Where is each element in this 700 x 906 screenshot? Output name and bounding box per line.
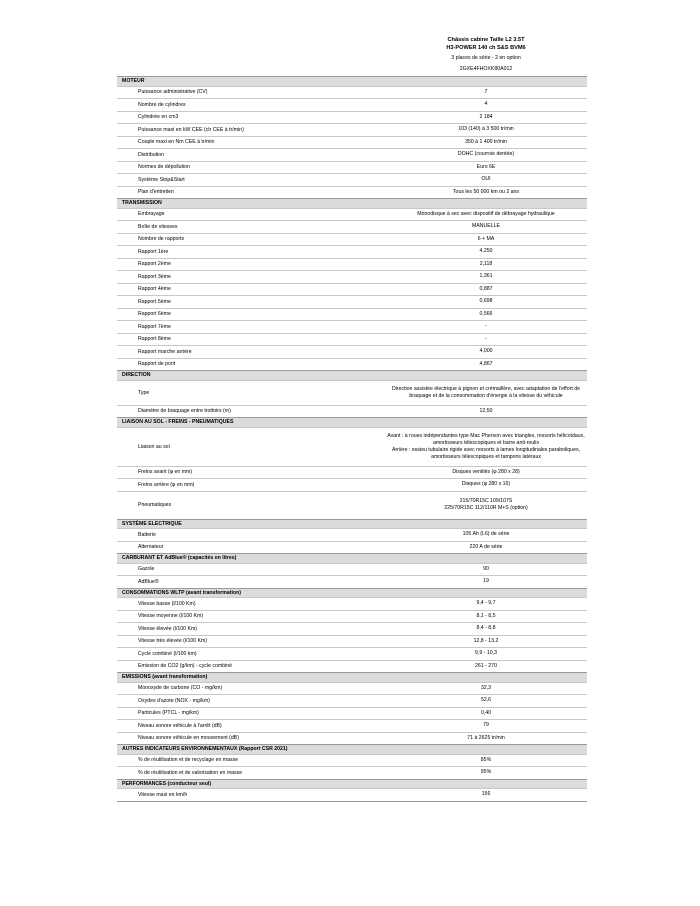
spec-row <box>117 98 587 111</box>
spec-value: MANUELLE <box>472 223 500 230</box>
seats-info: 3 places de série - 2 en option <box>451 55 521 61</box>
spec-row <box>117 732 587 745</box>
section-header: MOTEUR <box>117 76 587 86</box>
spec-row <box>117 766 587 779</box>
spec-row <box>117 427 587 466</box>
spec-label: Couple maxi en Nm CEE à tr/min <box>138 139 215 146</box>
spec-value: 2,118 <box>479 260 493 267</box>
spec-row <box>117 148 587 161</box>
spec-value: 7 <box>484 88 488 95</box>
spec-value: 6 + MA <box>477 235 495 242</box>
spec-label: Nombre de rapports <box>138 236 185 243</box>
spec-value: 8,1 - 8,5 <box>476 612 496 619</box>
spec-label: Rapport de pont <box>138 361 176 368</box>
spec-row <box>117 86 587 99</box>
spec-sheet <box>117 36 587 802</box>
spec-row <box>117 258 587 271</box>
section-header: SYSTÈME ELECTRIQUE <box>117 519 587 529</box>
spec-label: Cylindrée en cm3 <box>138 114 179 121</box>
spec-row <box>117 111 587 124</box>
spec-row <box>117 528 587 541</box>
spec-label: Type <box>138 389 150 396</box>
spec-value: Direction assistée électrique à pignon et crémaillère, avec adaptation de l'effort de braquage et de la consommation d'énergie à la vitesse du véhicule <box>391 385 581 399</box>
spec-label: Rapport 8ème <box>138 336 171 343</box>
spec-label: Diamètre de braquage entre trottoirs (m) <box>138 408 231 415</box>
spec-label: Oxydes d'azote (NOX - mg/km) <box>138 697 210 704</box>
spec-row <box>117 186 587 199</box>
spec-row <box>117 610 587 623</box>
spec-value: 2 184 <box>479 113 493 120</box>
spec-row <box>117 682 587 695</box>
spec-value: - <box>485 335 487 342</box>
spec-row <box>117 694 587 707</box>
spec-row <box>117 719 587 732</box>
spec-label: Rapport 3ème <box>138 273 171 280</box>
spec-value: 156 <box>481 791 491 798</box>
spec-row <box>117 333 587 346</box>
spec-value: 215/70R15C 109/107S 225/70R15C 112/110R M+S (option) <box>444 498 528 511</box>
spec-label: Pneumatiques <box>138 502 172 508</box>
section-header: CONSOMMATIONS WLTP (avant transformation) <box>117 588 587 598</box>
section-header: TRANSMISSION <box>117 198 587 208</box>
spec-header <box>385 36 587 73</box>
spec-label: Vitesse élevée (l/100 Km) <box>138 625 198 632</box>
spec-label: Niveau sonore véhicule en mouvement (dB) <box>138 735 239 742</box>
spec-value: 4,250 <box>479 248 493 255</box>
spec-row <box>117 320 587 333</box>
spec-row <box>117 220 587 233</box>
spec-value: 9,4 - 9,7 <box>476 600 496 607</box>
spec-label: Puissance maxi en kW CEE (ch CEE à tr/min) <box>138 126 244 133</box>
spec-label: Puissance administrative (CV) <box>138 89 208 96</box>
spec-row <box>117 380 587 405</box>
spec-value: - <box>485 323 487 330</box>
spec-label: Boîte de vitesses <box>138 223 178 230</box>
spec-row <box>117 597 587 610</box>
spec-table <box>117 76 587 802</box>
model-title-line1: Châssis cabine Taille L2 3.5T <box>447 37 525 43</box>
spec-value: 52,6 <box>480 697 492 704</box>
spec-row <box>117 635 587 648</box>
spec-row <box>117 563 587 576</box>
spec-label: Rapport 7ème <box>138 323 171 330</box>
spec-row <box>117 491 587 519</box>
spec-value: Avant : à roues indépendantes type Mac Pherson avec triangles, ressorts hélicoïdaux, amortisseurs télescopiques et barre anti-roulis Arrière : essieu tubulaire rigide avec ressorts à lames longitudinales paraboliques, amortisseurs télescopiques et tampons latéraux <box>387 432 585 460</box>
section-header: CARBURANT ET AdBlue® (capacités en litres) <box>117 553 587 563</box>
spec-value: 95% <box>480 769 492 776</box>
spec-value: 85% <box>480 756 492 763</box>
spec-row <box>117 622 587 635</box>
spec-value: 0,887 <box>479 285 493 292</box>
spec-row <box>117 358 587 371</box>
spec-value: 71 à 2625 tr/min <box>467 734 505 741</box>
spec-value: 105 Ah (L6) de série <box>462 531 510 538</box>
spec-value: 79 <box>483 722 489 729</box>
spec-value: Monodisque à sec avec dispositif de débrayage hydraulique <box>417 210 555 217</box>
spec-label: Nombre de cylindres <box>138 101 186 108</box>
spec-row <box>117 136 587 149</box>
spec-row <box>117 575 587 588</box>
spec-value: 90 <box>483 565 489 572</box>
spec-row <box>117 208 587 221</box>
spec-label: Freins arrière (φ en mm) <box>138 481 195 488</box>
spec-label: Batterie <box>138 531 156 538</box>
spec-label: Liaison au sol <box>138 443 170 450</box>
section-header: EMISSIONS (avant transformation) <box>117 672 587 682</box>
spec-row <box>117 295 587 308</box>
spec-value: 4 <box>484 101 488 108</box>
spec-label: % de réutilisation et de recyclage en masse <box>138 757 239 764</box>
section-header: DIRECTION <box>117 370 587 380</box>
spec-value: 220 A de série <box>469 543 503 550</box>
model-code: 2GXE4FHOXK80A012 <box>459 66 513 72</box>
spec-value: 32,3 <box>480 684 492 691</box>
spec-value: 4,000 <box>479 348 493 355</box>
spec-label: Monoxyde de carbone (CO - mg/km) <box>138 685 223 692</box>
spec-value: 103 (140) à 3 500 tr/min <box>458 126 514 133</box>
section-header: PERFORMANCES (conducteur seul) <box>117 779 587 789</box>
spec-label: Vitesse maxi en km/h <box>138 791 188 798</box>
spec-label: Rapport 4ème <box>138 286 171 293</box>
spec-value: Disques ventilés (φ 280 x 28) <box>452 468 520 475</box>
spec-row <box>117 283 587 296</box>
spec-value: 9,9 - 10,3 <box>475 650 497 657</box>
spec-value: OUI <box>481 176 491 183</box>
spec-value: 350 à 1 400 tr/min <box>465 138 507 145</box>
spec-row <box>117 754 587 767</box>
spec-value: 4,867 <box>479 360 493 367</box>
spec-row <box>117 345 587 358</box>
spec-label: Freins avant (φ en mm) <box>138 469 193 476</box>
spec-row <box>117 161 587 174</box>
spec-label: Vitesse moyenne (l/100 Km) <box>138 613 204 620</box>
spec-value: 261 - 270 <box>475 662 497 669</box>
spec-label: Cycle combiné (l/100 km) <box>138 650 197 657</box>
spec-label: Rapport 6ème <box>138 311 171 318</box>
spec-row <box>117 405 587 418</box>
spec-label: Particules (PTCL - mg/km) <box>138 710 199 717</box>
spec-value: 0,40 <box>480 709 492 716</box>
spec-value: 12,8 - 13,2 <box>473 637 499 644</box>
spec-value: 12,50 <box>479 407 493 414</box>
spec-row <box>117 466 587 479</box>
spec-label: Rapport marche arrière <box>138 348 192 355</box>
spec-label: Emission de CO2 (g/km) - cycle combiné <box>138 663 232 670</box>
spec-value: 0,566 <box>479 310 493 317</box>
spec-label: Normes de dépollution <box>138 164 190 171</box>
spec-value: 0,698 <box>479 298 493 305</box>
spec-label: Rapport 1ère <box>138 248 169 255</box>
spec-value: 19 <box>483 578 489 585</box>
spec-label: Alternateur <box>138 544 164 551</box>
model-title-line2: H3-POWER 140 ch S&S BVM6 <box>446 45 526 51</box>
section-header: AUTRES INDICATEURS ENVIRONNEMENTAUX (Rapport CSR 2021) <box>117 744 587 754</box>
spec-row <box>117 707 587 720</box>
spec-label: Rapport 2ème <box>138 261 171 268</box>
spec-label: Vitesse basse (l/100 Km) <box>138 600 196 607</box>
spec-label: AdBlue® <box>138 578 159 585</box>
spec-row <box>117 245 587 258</box>
section-header: LIAISON AU SOL - FREINS - PNEUMATIQUES <box>117 417 587 427</box>
spec-value: Tous les 50 000 km ou 2 ans <box>452 188 520 195</box>
spec-label: Niveau sonore véhicule à l'arrêt (dB) <box>138 722 222 729</box>
spec-row <box>117 541 587 554</box>
spec-label: Distribution <box>138 151 164 158</box>
spec-row <box>117 173 587 186</box>
spec-value: DOHC (courroie dentée) <box>457 151 515 158</box>
spec-label: % de réutilisation et de valorisation en masse <box>138 769 243 776</box>
spec-row <box>117 308 587 321</box>
spec-label: Gazole <box>138 566 155 573</box>
spec-row <box>117 788 587 801</box>
spec-row <box>117 123 587 136</box>
spec-row <box>117 270 587 283</box>
spec-value: 8,4 - 8,8 <box>476 625 496 632</box>
spec-row <box>117 647 587 660</box>
spec-label: Vitesse très élevée (l/100 Km) <box>138 638 208 645</box>
spec-value: Euro 6E <box>476 163 496 170</box>
spec-value: Disques (φ 280 x 16) <box>461 481 511 488</box>
spec-label: Embrayage <box>138 211 165 218</box>
spec-row <box>117 660 587 673</box>
spec-row <box>117 478 587 491</box>
spec-label: Rapport 5ème <box>138 298 171 305</box>
spec-label: Système Stop&Start <box>138 176 185 183</box>
spec-label: Plan d'entretien <box>138 189 174 196</box>
spec-row <box>117 233 587 246</box>
spec-value: 1,361 <box>479 273 493 280</box>
